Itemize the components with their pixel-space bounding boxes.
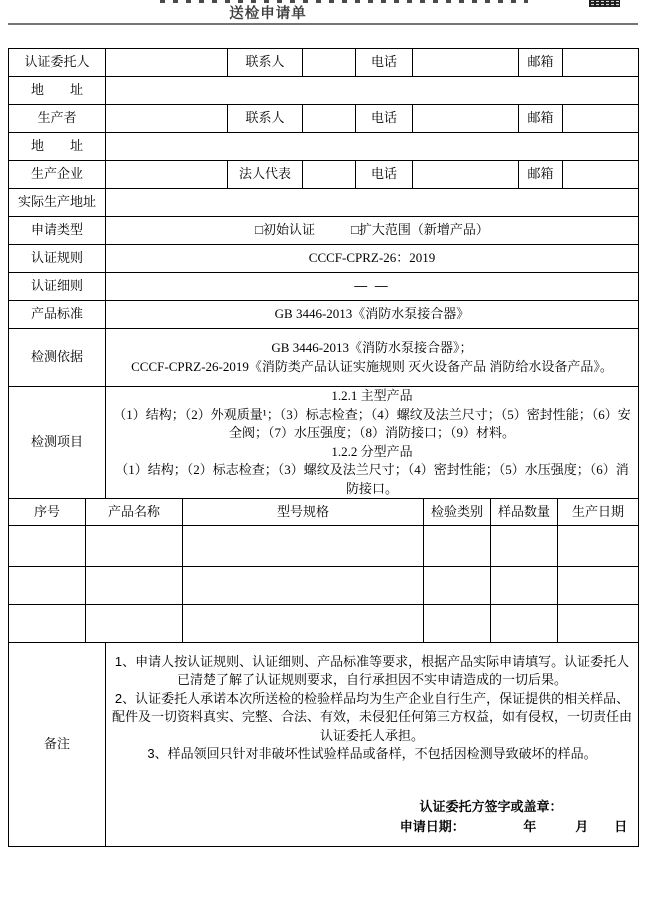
applicant-phone-label: 电话 <box>356 49 413 77</box>
enterprise-row <box>9 161 639 189</box>
test-items-value <box>106 387 639 499</box>
page-title: 送检申请单 <box>229 6 307 22</box>
actual-address-row <box>9 189 639 217</box>
product-list-table <box>8 498 639 643</box>
enterprise-phone-input[interactable] <box>413 161 519 189</box>
actual-address-label: 实际生产地址 <box>9 189 106 217</box>
product-3-quantity-input[interactable] <box>491 605 558 643</box>
producer-address-input[interactable] <box>106 133 639 161</box>
product-3-serial-input[interactable] <box>9 605 86 643</box>
test-basis-value <box>106 329 639 387</box>
product-row-2 <box>9 567 639 605</box>
header-inspection-category: 检验类别 <box>424 499 491 526</box>
producer-address-label: 地 址 <box>9 133 106 161</box>
test-items-line-1: 1.2.1 主型产品 <box>331 388 413 403</box>
applicant-name-input[interactable] <box>106 49 228 77</box>
test-basis-line-2: CCCF-CPRZ-26-2019《消防类产品认证实施规则 灭火设备产品 消防给水设备产品》。 <box>131 358 613 374</box>
product-2-date-input[interactable] <box>558 567 639 605</box>
product-3-date-input[interactable] <box>558 605 639 643</box>
applicant-contact-input[interactable] <box>303 49 356 77</box>
title-divider <box>8 23 638 25</box>
applicant-address-label: 地 址 <box>9 77 106 105</box>
producer-contact-label: 联系人 <box>228 105 303 133</box>
producer-row <box>9 105 639 133</box>
product-1-name-input[interactable] <box>86 526 183 567</box>
applicant-address-input[interactable] <box>106 77 639 105</box>
product-table-header-row <box>9 499 639 526</box>
producer-address-row <box>9 133 639 161</box>
certification-rule-label: 认证规则 <box>9 245 106 273</box>
test-basis-line-1: GB 3446-2013《消防水泵接合器》； <box>271 340 473 355</box>
applicant-email-label: 邮箱 <box>519 49 563 77</box>
applicant-email-input[interactable] <box>563 49 639 77</box>
application-date-line[interactable]: 申请日期： 年 月 日 <box>399 819 628 834</box>
enterprise-label: 生产企业 <box>9 161 106 189</box>
remarks-content <box>106 643 639 847</box>
producer-email-label: 邮箱 <box>519 105 563 133</box>
remarks-label: 备注 <box>9 643 106 847</box>
product-2-category-input[interactable] <box>424 567 491 605</box>
product-1-model-input[interactable] <box>183 526 424 567</box>
test-basis-row <box>9 329 639 387</box>
test-items-line-3: 1.2.2 分型产品 <box>331 443 413 459</box>
test-items-label: 检测项目 <box>9 387 106 499</box>
test-basis-label: 检测依据 <box>9 329 106 387</box>
product-standard-label: 产品标准 <box>9 301 106 329</box>
application-type-label: 申请类型 <box>9 217 106 245</box>
actual-production-address-input[interactable] <box>106 189 639 217</box>
producer-phone-label: 电话 <box>356 105 413 133</box>
product-2-quantity-input[interactable] <box>491 567 558 605</box>
remark-paragraph-2: 2、认证委托人承诺本次所送检的检验样品均为生产企业自行生产，保证提供的相关样品、配件及一切资料真实、完整、合法、有效，未侵犯任何第三方权益，如有侵权，一切责任由认证委托人承担。 <box>111 690 632 743</box>
product-row-3 <box>9 605 639 643</box>
product-2-model-input[interactable] <box>183 567 424 605</box>
enterprise-phone-label: 电话 <box>356 161 413 189</box>
remark-paragraph-3: 3、样品领回只针对非破坏性试验样品或备样，不包括因检测导致破坏的样品。 <box>147 746 597 761</box>
header-model-spec: 型号规格 <box>183 499 424 526</box>
applicant-phone-input[interactable] <box>413 49 519 77</box>
producer-email-input[interactable] <box>563 105 639 133</box>
certification-detail-row <box>9 273 639 301</box>
producer-phone-input[interactable] <box>413 105 519 133</box>
certification-rule-value: CCCF-CPRZ-26：2019 <box>106 245 639 273</box>
remarks-table <box>8 642 639 847</box>
enterprise-email-input[interactable] <box>563 161 639 189</box>
product-3-category-input[interactable] <box>424 605 491 643</box>
test-items-row <box>9 387 639 499</box>
remarks-row <box>9 643 639 847</box>
enterprise-name-input[interactable] <box>106 161 228 189</box>
header-product-name: 产品名称 <box>86 499 183 526</box>
product-1-quantity-input[interactable] <box>491 526 558 567</box>
producer-contact-input[interactable] <box>303 105 356 133</box>
applicant-row <box>9 49 639 77</box>
remark-paragraph-1: 1、申请人按认证规则、认证细则、产品标准等要求，根据产品实际申请填写。认证委托人已清楚了解了认证规则要求，自行承担因不实申请造成的一切后果。 <box>114 653 630 687</box>
application-type-row <box>9 217 639 245</box>
producer-name-input[interactable] <box>106 105 228 133</box>
header-sample-quantity: 样品数量 <box>491 499 558 526</box>
product-row-1 <box>9 526 639 567</box>
applicant-label: 认证委托人 <box>9 49 106 77</box>
product-standard-row <box>9 301 639 329</box>
applicant-contact-label: 联系人 <box>228 49 303 77</box>
product-standard-value: GB 3446-2013《消防水泵接合器》 <box>106 301 639 329</box>
producer-label: 生产者 <box>9 105 106 133</box>
applicant-address-row <box>9 77 639 105</box>
certification-detail-value: — — <box>106 273 639 301</box>
header-serial-number: 序号 <box>9 499 86 526</box>
product-2-serial-input[interactable] <box>9 567 86 605</box>
certification-rule-row <box>9 245 639 273</box>
legal-representative-label: 法人代表 <box>228 161 303 189</box>
main-info-table <box>8 48 639 499</box>
checkbox-initial-certification[interactable]: □初始认证 <box>255 222 315 238</box>
product-2-name-input[interactable] <box>86 567 183 605</box>
product-1-category-input[interactable] <box>424 526 491 567</box>
test-items-line-4: （1）结构；（2）标志检查；（3）螺纹及法兰尺寸；（4）密封性能；（5）水压强度；（6）消防接口。 <box>115 462 629 496</box>
test-items-line-2: （1）结构；（2）外观质量¹；（3）标志检查；（4）螺纹及法兰尺寸；（5）密封性能；（6）安全阀；（7）水压强度；（8）消防接口；（9）材料。 <box>113 406 631 440</box>
legal-representative-input[interactable] <box>303 161 356 189</box>
product-3-model-input[interactable] <box>183 605 424 643</box>
signature-or-seal-line[interactable]: 认证委托方签字或盖章： <box>419 798 563 814</box>
product-1-date-input[interactable] <box>558 526 639 567</box>
header-production-date: 生产日期 <box>558 499 639 526</box>
cropped-corner-logo-icon <box>589 0 620 7</box>
application-type-options <box>106 217 639 245</box>
checkbox-expand-scope[interactable]: □扩大范围（新增产品） <box>351 222 489 238</box>
enterprise-email-label: 邮箱 <box>519 161 563 189</box>
product-3-name-input[interactable] <box>86 605 183 643</box>
product-1-serial-input[interactable] <box>9 526 86 567</box>
certification-detail-label: 认证细则 <box>9 273 106 301</box>
